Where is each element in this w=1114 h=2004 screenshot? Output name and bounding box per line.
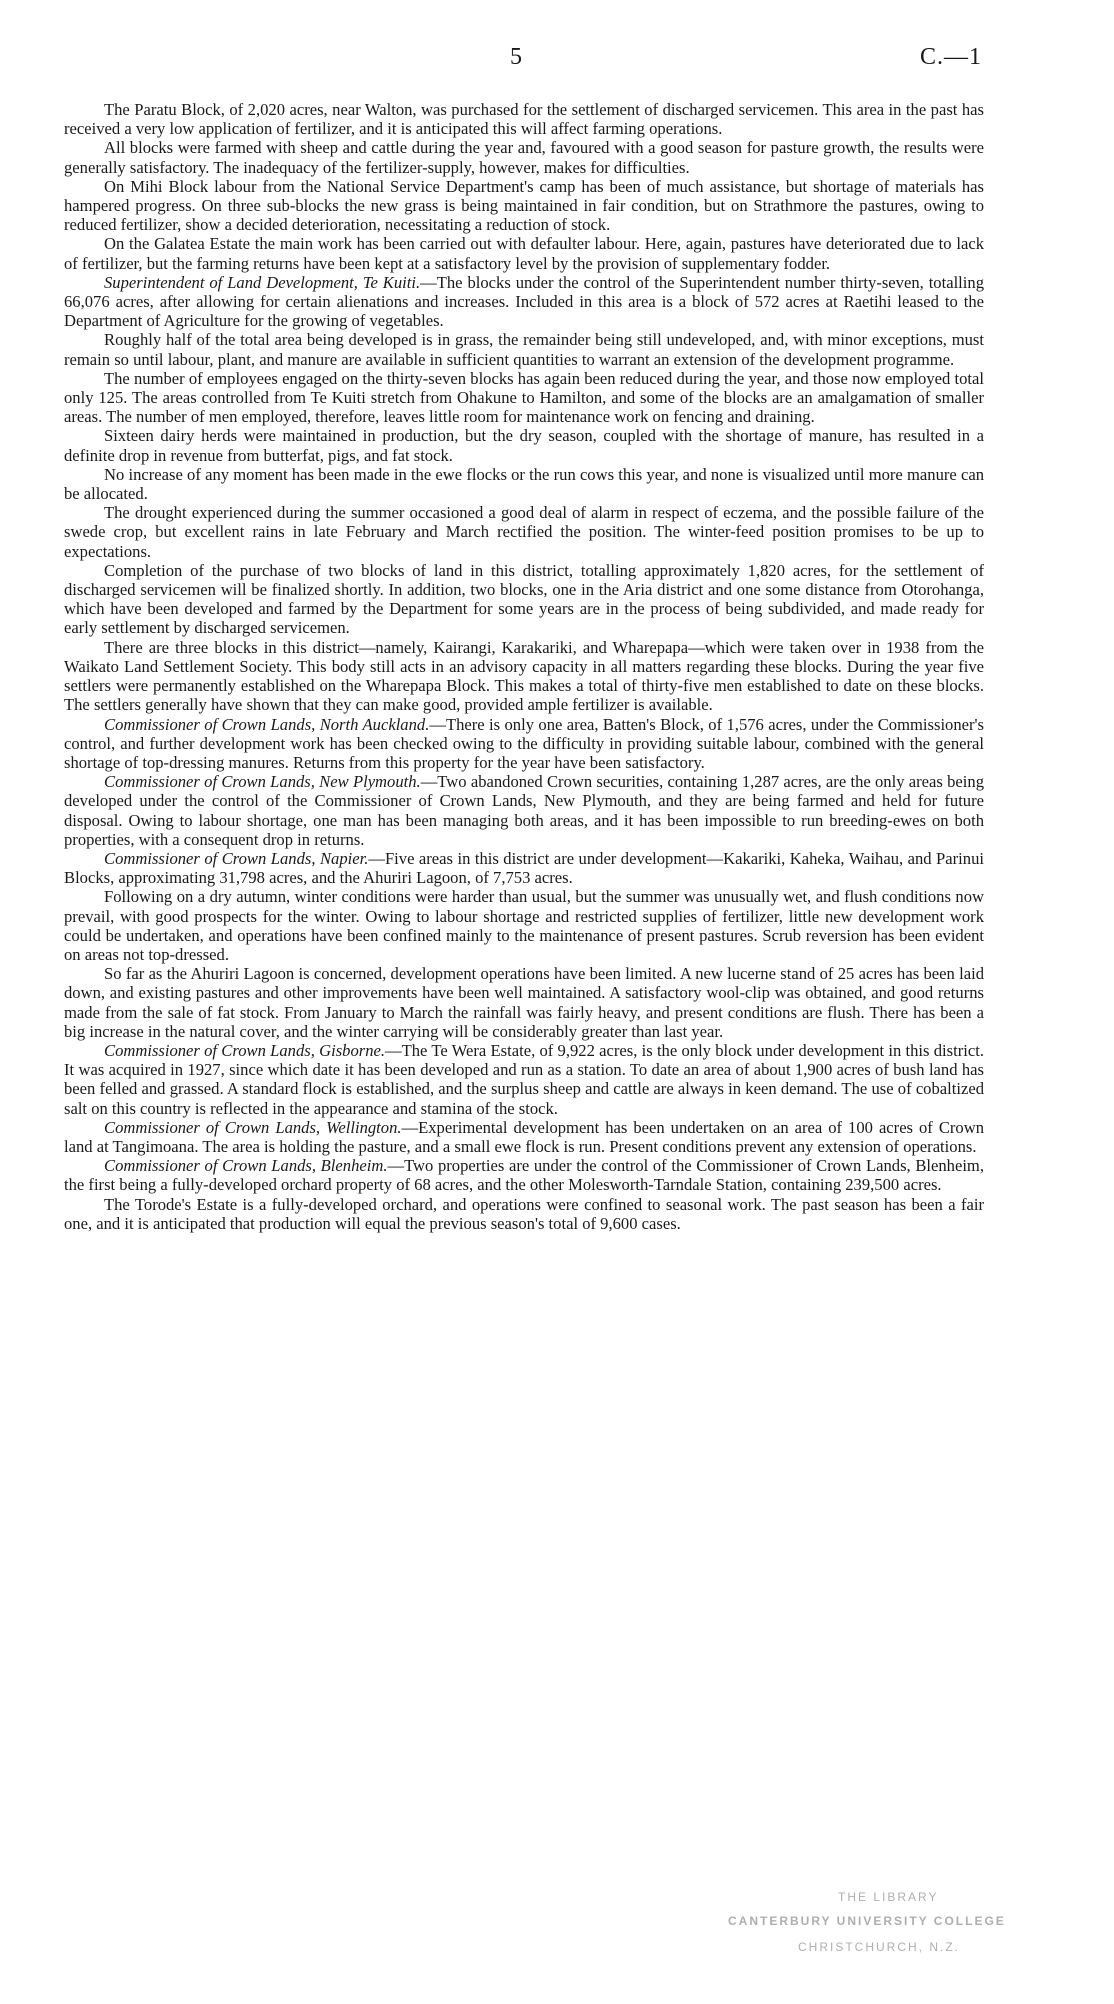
paragraph-text: —Five areas in this district are under development—Kakariki, Kaheka, Waihau, and Parinui Blocks, approximating 31,798 acres, and the Ahuriri Lagoon, of 7,753 acres.: [64, 848, 984, 888]
paragraph-heading: Commissioner of Crown Lands, Wellington.: [104, 1117, 402, 1137]
paragraph: [64, 503, 984, 561]
paragraph: [64, 964, 984, 1041]
paragraph-text: —Two abandoned Crown securities, containing 1,287 acres, are the only areas being developed under the control of the Commissioner of Crown Lands, New Plymouth, and they are being farmed and held for future disposal. Owing to labour shortage, one man has been managing both areas, and it has been impossible to run breeding-ewes on both properties, with a consequent drop in returns.: [64, 772, 984, 849]
paragraph: [64, 273, 984, 331]
paragraph-text: Completion of the purchase of two blocks of land in this district, totalling approximately 1,820 acres, for the settlement of discharged servicemen will be finalized shortly. In addition, two blocks, one in the Aria district and one some distance from Otorohanga, which have been developed and farmed by the Department for some years are in the process of being subdivided, and made ready for early settlement by discharged servicemen.: [64, 560, 984, 638]
paragraph: [64, 330, 984, 368]
paragraph-text: On the Galatea Estate the main work has been carried out with defaulter labour. Here, again, pastures have deteriorated due to lack of fertilizer, but the farming returns have been kept at a satisfactory level by the provision of supplementary fodder.: [64, 234, 984, 273]
paragraph: [64, 234, 984, 272]
paragraph: [64, 426, 984, 464]
paragraph-text: On Mihi Block labour from the National Service Department's camp has been of much assistance, but shortage of materials has hampered progress. On three sub-blocks the new grass is being maintained in fair condition, but on Strathmore the pastures, owing to reduced fertilizer, show a decided deterioration, necessitating a reduction of stock.: [64, 176, 984, 235]
paragraph-text: No increase of any moment has been made in the ewe flocks or the run cows this year, and none is visualized until more manure can be allocated.: [64, 464, 984, 504]
paragraph: [64, 1041, 984, 1118]
document-reference: C.—1: [919, 44, 982, 70]
paragraph-text: —Two properties are under the control of the Commissioner of Crown Lands, Blenheim, the first being a fully-developed orchard property of 68 acres, and the other Molesworth-Tarndale Station, containing 239,500 acres.: [64, 1156, 984, 1195]
stamp-line-3: CHRISTCHURCH, N.Z.: [798, 1940, 960, 1954]
paragraph-heading: Superintendent of Land Development, Te Kuiti.: [104, 272, 421, 292]
paragraph-text: Sixteen dairy herds were maintained in production, but the dry season, coupled with the shortage of manure, has resulted in a definite drop in revenue from butterfat, pigs, and fat stock.: [64, 426, 984, 465]
paragraph: [64, 138, 984, 176]
paragraph: [64, 100, 984, 138]
paragraph: [64, 715, 984, 773]
paragraph-text: The drought experienced during the summer occasioned a good deal of alarm in respect of eczema, and the possible failure of the swede crop, but excellent rains in late February and March rectified the position. The winter-feed position promises to be up to expectations.: [64, 503, 984, 561]
paragraph-text: —The Te Wera Estate, of 9,922 acres, is the only block under development in this district. It was acquired in 1927, since which date it has been developed and run as a station. To date an area of about 1,900 acres of bush land has been felled and grassed. A standard flock is established, and the surplus sheep and cattle are always in keen demand. The use of cobaltized salt on this country is reflected in the appearance and stamina of the stock.: [64, 1040, 984, 1118]
body-text: [64, 100, 984, 1233]
page-header: [0, 44, 1114, 76]
paragraph-text: All blocks were farmed with sheep and cattle during the year and, favoured with a good season for pasture growth, the results were generally satisfactory. The inadequacy of the fertilizer-supply, however, makes for difficulties.: [64, 138, 984, 177]
paragraph-text: The Torode's Estate is a fully-developed orchard, and operations were confined to seasonal work. The past season has been a fair one, and it is anticipated that production will equal the previous season's total of 9,600 cases.: [64, 1194, 984, 1233]
stamp-line-2: CANTERBURY UNIVERSITY COLLEGE: [728, 1914, 1006, 1928]
paragraph-text: —The blocks under the control of the Superintendent number thirty-seven, totalling 66,076 acres, after allowing for certain alienations and increases. Included in this area is a block of 572 acres at Raetihi leased to the Department of Agriculture for the growing of vegetables.: [64, 272, 984, 331]
paragraph: [64, 638, 984, 715]
paragraph: [64, 369, 984, 427]
paragraph: [64, 887, 984, 964]
paragraph-heading: Commissioner of Crown Lands, North Auckland.: [104, 714, 430, 734]
paragraph-heading: Commissioner of Crown Lands, Gisborne.: [104, 1040, 386, 1060]
paragraph: [64, 1156, 984, 1194]
paragraph-heading: Commissioner of Crown Lands, Napier.: [104, 848, 369, 868]
paragraph: [64, 465, 984, 503]
stamp-line-1: THE LIBRARY: [838, 1890, 939, 1904]
paragraph: [64, 772, 984, 849]
paragraph-heading: Commissioner of Crown Lands, New Plymouth.: [104, 772, 421, 792]
page-number: 5: [510, 44, 522, 70]
paragraph-text: —There is only one area, Batten's Block, of 1,576 acres, under the Commissioner's control, and further development work has been checked owing to the difficulty in providing suitable labour, combined with the general shortage of top-dressing manures. Returns from this property for the year have been satisfactory.: [64, 714, 984, 772]
paragraph: [64, 849, 984, 887]
paragraph-text: Roughly half of the total area being developed is in grass, the remainder being still undeveloped, and, with minor exceptions, must remain so until labour, plant, and manure are available in sufficient quantities to warrant an extension of the development programme.: [64, 330, 984, 369]
library-stamp: [728, 1890, 1100, 1966]
paragraph: [64, 177, 984, 235]
paragraph-text: Following on a dry autumn, winter conditions were harder than usual, but the summer was unusually wet, and flush conditions now prevail, with good prospects for the winter. Owing to labour shortage and restricted supplies of fertilizer, little new development work could be undertaken, and operations have been confined mainly to the maintenance of present pastures. Scrub reversion has been evident on areas not top-dressed.: [64, 887, 984, 964]
paragraph-heading: Commissioner of Crown Lands, Blenheim.: [104, 1156, 388, 1176]
paragraph-text: So far as the Ahuriri Lagoon is concerned, development operations have been limited. A new lucerne stand of 25 acres has been laid down, and existing pastures and other improvements have been well maintained. A satisfactory wool-clip was obtained, and good returns made from the sale of fat stock. From January to March the rainfall was fairly heavy, and present conditions are flush. There has been a big increase in the natural cover, and the winter carrying will be considerably greater than last year.: [64, 964, 984, 1041]
paragraph-text: The Paratu Block, of 2,020 acres, near Walton, was purchased for the settlement of discharged servicemen. This area in the past has received a very low application of fertilizer, and it is anticipated this will affect farming operations.: [64, 100, 984, 139]
paragraph: [64, 1118, 984, 1156]
paragraph: [64, 561, 984, 638]
paragraph-text: The number of employees engaged on the thirty-seven blocks has again been reduced during the year, and those now employed total only 125. The areas controlled from Te Kuiti stretch from Ohakune to Hamilton, and some of the blocks are an amalgamation of smaller areas. The number of men employed, therefore, leaves little room for maintenance work on fencing and draining.: [64, 368, 984, 427]
paragraph-text: There are three blocks in this district—namely, Kairangi, Karakariki, and Wharepapa—which were taken over in 1938 from the Waikato Land Settlement Society. This body still acts in an advisory capacity in all matters regarding these blocks. During the year five settlers were permanently established on the Wharepapa Block. This makes a total of thirty-five men established to date on these blocks. The settlers generally have shown that they can make good, provided ample fertilizer is available.: [64, 637, 984, 715]
paragraph-text: —Experimental development has been undertaken on an area of 100 acres of Crown land at Tangimoana. The area is holding the pasture, and a small ewe flock is run. Present conditions prevent any extension of operations.: [64, 1117, 985, 1156]
paragraph: [64, 1195, 984, 1233]
